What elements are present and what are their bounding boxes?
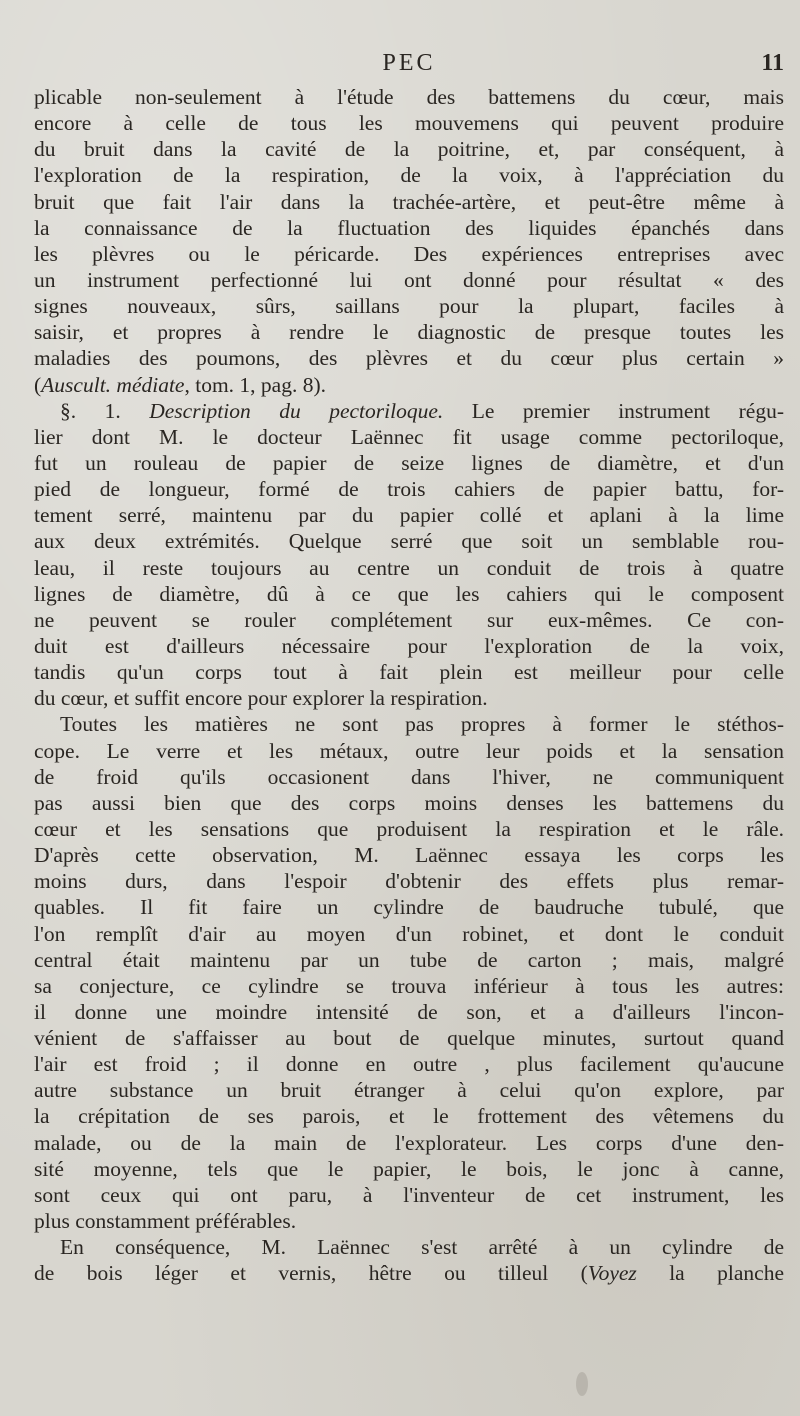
text-line xyxy=(34,241,784,267)
line-text: encore à celle de tous les mouvemens qui peuvent produire xyxy=(34,111,784,136)
page-header xyxy=(34,50,784,82)
line-text: sa conjecture, ce cylindre se trouva inférieur à tous les autres: xyxy=(34,973,784,998)
text-line xyxy=(34,162,784,188)
running-head: PEC xyxy=(382,50,436,76)
text-line xyxy=(34,398,784,424)
text-line xyxy=(34,842,784,868)
line-text: du bruit dans la cavité de la poitrine, et, par conséquent, à xyxy=(34,137,784,162)
line-text: ne peuvent se rouler complétement sur eux-mêmes. Ce con- xyxy=(34,607,784,632)
text-line xyxy=(34,450,784,476)
line-text: cope. Le verre et les métaux, outre leur poids et la sensation xyxy=(34,738,784,763)
line-text: saisir, et propres à rendre le diagnostic de presque toutes les xyxy=(34,320,784,345)
text-line xyxy=(34,372,784,398)
line-text: signes nouveaux, sûrs, saillans pour la plupart, faciles à xyxy=(34,294,784,319)
line-text: Toutes les matières ne sont pas propres à former le stéthos- xyxy=(60,712,784,737)
text-line xyxy=(34,973,784,999)
text-line xyxy=(34,607,784,633)
text-line xyxy=(34,215,784,241)
page-number: 11 xyxy=(761,50,784,76)
text-line xyxy=(34,502,784,528)
paper-smudge xyxy=(576,1372,588,1396)
line-text: plus constamment préférables. xyxy=(34,1209,297,1234)
line-text: de froid qu'ils occasionent dans l'hiver, ne communiquent xyxy=(34,764,784,789)
line-text: bruit que fait l'air dans la trachée-artère, et peut-être même à xyxy=(34,189,784,214)
line-text: l'on remplît d'air au moyen d'un robinet, et dont le conduit xyxy=(34,921,784,946)
text-line xyxy=(34,1234,784,1260)
text-line xyxy=(34,110,784,136)
line-text: de bois léger et vernis, hêtre ou tilleul ( xyxy=(34,1261,588,1286)
text-line xyxy=(34,293,784,319)
line-text: ( xyxy=(34,372,42,397)
line-text: fut un rouleau de papier de seize lignes de diamètre, et d'un xyxy=(34,450,784,475)
italic-text: Voyez xyxy=(587,1261,637,1286)
text-line xyxy=(34,711,784,737)
text-line xyxy=(34,267,784,293)
text-line xyxy=(34,659,784,685)
text-line xyxy=(34,947,784,973)
line-text: duit est d'ailleurs nécessaire pour l'exploration de la voix, xyxy=(34,633,784,658)
line-text: malade, ou de la main de l'explorateur. Les corps d'une den- xyxy=(34,1130,784,1155)
line-text: tandis qu'un corps tout à fait plein est meilleur pour celle xyxy=(34,660,784,685)
text-line xyxy=(34,424,784,450)
text-line xyxy=(34,345,784,371)
line-text: pas aussi bien que des corps moins denses les battemens du xyxy=(34,790,784,815)
text-line xyxy=(34,84,784,110)
text-line xyxy=(34,1208,784,1234)
text-line xyxy=(34,1182,784,1208)
text-line xyxy=(34,1051,784,1077)
line-text: autre substance un bruit étranger à celui qu'on explore, par xyxy=(34,1078,784,1103)
line-text: sité moyenne, tels que le papier, le bois, le jonc à canne, xyxy=(34,1156,784,1181)
line-text: lignes de diamètre, dû à ce que les cahiers qui le composent xyxy=(34,581,784,606)
line-text: la planche xyxy=(636,1261,784,1286)
text-line xyxy=(34,1103,784,1129)
text-line xyxy=(34,319,784,345)
text-line xyxy=(34,738,784,764)
line-text: Le premier instrument régu- xyxy=(443,398,784,423)
text-line xyxy=(34,136,784,162)
line-text: du cœur, et suffit encore pour explorer la respiration. xyxy=(34,686,488,711)
line-text: §. 1. xyxy=(60,398,150,423)
line-text: plicable non-seulement à l'étude des battemens du cœur, mais xyxy=(34,85,784,109)
line-text: central était maintenu par un tube de carton ; mais, malgré xyxy=(34,947,784,972)
line-text: aux deux extrémités. Quelque serré que soit un semblable rou- xyxy=(34,529,784,554)
line-text: un instrument perfectionné lui ont donné pour résultat « des xyxy=(34,267,784,292)
text-line xyxy=(34,1130,784,1156)
text-line xyxy=(34,790,784,816)
text-line xyxy=(34,1025,784,1051)
text-line xyxy=(34,528,784,554)
line-text: lier dont M. le docteur Laënnec fit usage comme pectoriloque, xyxy=(34,424,784,449)
line-text: la crépitation de ses parois, et le frottement des vêtemens du xyxy=(34,1104,784,1129)
line-text: maladies des poumons, des plèvres et du cœur plus certain » xyxy=(34,346,784,371)
text-line xyxy=(34,1077,784,1103)
text-line xyxy=(34,816,784,842)
text-line xyxy=(34,633,784,659)
line-text: l'exploration de la respiration, de la voix, à l'appréciation du xyxy=(34,163,784,188)
line-text: l'air est froid ; il donne en outre , plus facilement qu'aucune xyxy=(34,1052,784,1077)
text-line xyxy=(34,189,784,215)
line-text: D'après cette observation, M. Laënnec essaya les corps les xyxy=(34,843,784,868)
line-text: vénient de s'affaisser au bout de quelque minutes, surtout quand xyxy=(34,1026,784,1051)
text-line xyxy=(34,999,784,1025)
text-line xyxy=(34,1260,784,1286)
text-line xyxy=(34,685,784,711)
text-line xyxy=(34,921,784,947)
italic-text: Description du pectoriloque. xyxy=(149,398,444,423)
line-text: sont ceux qui ont paru, à l'inventeur de cet instrument, les xyxy=(34,1182,784,1207)
line-text: les plèvres ou le péricarde. Des expériences entreprises avec xyxy=(34,241,784,266)
line-text: tement serré, maintenu par du papier collé et aplani à la lime xyxy=(34,503,784,528)
body-text xyxy=(34,84,784,1286)
line-text: pied de longueur, formé de trois cahiers de papier battu, for- xyxy=(34,477,784,502)
line-text: la connaissance de la fluctuation des liquides épanchés dans xyxy=(34,215,784,240)
line-text: moins durs, dans l'espoir d'obtenir des effets plus remar- xyxy=(34,869,784,894)
text-line xyxy=(34,476,784,502)
text-line xyxy=(34,581,784,607)
text-line xyxy=(34,1156,784,1182)
line-text: , tom. 1, pag. 8). xyxy=(184,372,327,397)
text-line xyxy=(34,555,784,581)
line-text: leau, il reste toujours au centre un conduit de trois à quatre xyxy=(34,555,784,580)
text-line xyxy=(34,764,784,790)
line-text: En conséquence, M. Laënnec s'est arrêté à un cylindre de xyxy=(60,1235,784,1260)
line-text: quables. Il fit faire un cylindre de baudruche tubulé, que xyxy=(34,895,784,920)
text-line xyxy=(34,894,784,920)
text-line xyxy=(34,868,784,894)
italic-text: Auscult. médiate xyxy=(41,372,185,397)
line-text: cœur et les sensations que produisent la respiration et le râle. xyxy=(34,816,784,841)
line-text: il donne une moindre intensité de son, et a d'ailleurs l'incon- xyxy=(34,999,784,1024)
